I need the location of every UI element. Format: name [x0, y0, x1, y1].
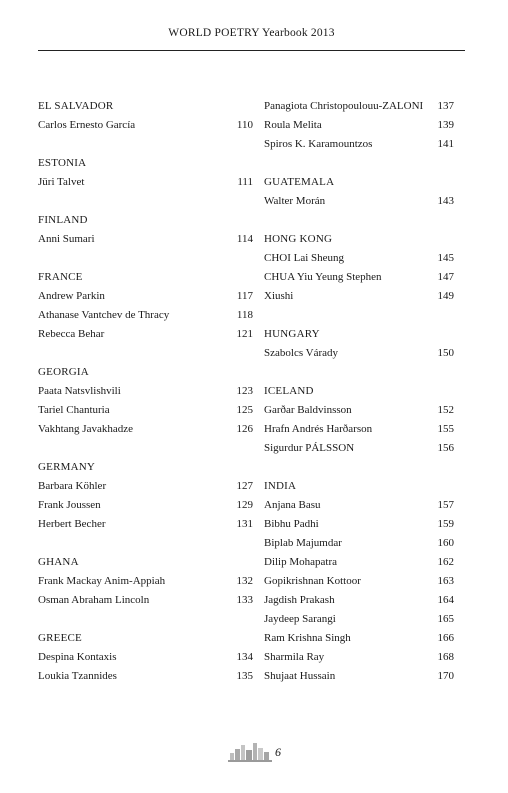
page-ref: 126: [236, 423, 253, 435]
poet-name: Loukia Tzannides: [38, 670, 117, 682]
poet-name: Spiros K. Karamountzos: [264, 138, 373, 150]
page-footer: [0, 738, 508, 768]
spacer: [38, 439, 253, 458]
page-ref: 131: [236, 518, 253, 530]
poet-name: Biplab Majumdar: [264, 537, 342, 549]
page-ref: 110: [236, 119, 253, 131]
country-name: GUATEMALA: [264, 176, 335, 188]
toc-entry: [38, 173, 253, 192]
country-name: ESTONIA: [38, 157, 87, 169]
toc-entry: [264, 420, 454, 439]
toc-entry: [38, 287, 253, 306]
poet-name: Ram Krishna Singh: [264, 632, 351, 644]
page-ref: 165: [437, 613, 454, 625]
country-name: FRANCE: [38, 271, 83, 283]
toc-entry: [38, 477, 253, 496]
toc-entry: [38, 325, 253, 344]
spacer: [38, 534, 253, 553]
poet-name: Garðar Baldvinsson: [264, 404, 352, 416]
poet-name: Xiushi: [264, 290, 294, 302]
spacer: [264, 306, 454, 325]
page-ref: 162: [437, 556, 454, 568]
toc-entry: [264, 287, 454, 306]
city-skyline-icon: [228, 741, 272, 763]
poet-name: Anjana Basu: [264, 499, 321, 511]
spacer: [38, 249, 253, 268]
page-ref: 132: [236, 575, 253, 587]
poet-name: Szabolcs Várady: [264, 347, 339, 359]
spacer: [38, 135, 253, 154]
spacer: [264, 211, 454, 230]
toc-entry: [38, 401, 253, 420]
page-ref: 145: [437, 252, 454, 264]
poet-name: Vakhtang Javakhadze: [38, 423, 133, 435]
poet-name: Despina Kontaxis: [38, 651, 117, 663]
spacer: [38, 610, 253, 629]
toc-entry: [264, 610, 454, 629]
country-heading: [264, 230, 454, 249]
country-name: GERMANY: [38, 461, 96, 473]
toc-entry: [264, 116, 454, 135]
spacer: [264, 363, 454, 382]
poet-name: Carlos Ernesto García: [38, 119, 136, 131]
poet-name: Rebecca Behar: [38, 328, 105, 340]
toc-entry: [38, 116, 253, 135]
poet-name: Anni Sumari: [38, 233, 95, 245]
country-name: HONG KONG: [264, 233, 333, 245]
toc-column-left: [38, 97, 253, 686]
poet-name: Jüri Talvet: [38, 176, 85, 188]
spacer: [264, 458, 454, 477]
country-name: INDIA: [264, 480, 297, 492]
page-ref: 168: [437, 651, 454, 663]
toc-entry: [38, 496, 253, 515]
poet-name: CHUA Yiu Yeung Stephen: [264, 271, 382, 283]
toc-entry: [38, 572, 253, 591]
country-heading: [264, 325, 454, 344]
country-name: GEORGIA: [38, 366, 89, 378]
country-heading: [264, 477, 454, 496]
page-ref: 139: [437, 119, 454, 131]
toc-entry: [38, 667, 253, 686]
poet-name: Athanase Vantchev de Thracy: [38, 309, 170, 321]
poet-name: Paata Natsvlishvili: [38, 385, 121, 397]
poet-name: Frank Joussen: [38, 499, 101, 511]
page-ref: 129: [236, 499, 253, 511]
page-ref: 152: [437, 404, 454, 416]
spacer: [38, 344, 253, 363]
toc-entry: [38, 382, 253, 401]
poet-name: Bibhu Padhi: [264, 518, 319, 530]
poet-name: Jaydeep Sarangi: [264, 613, 336, 625]
toc-entry: [264, 648, 454, 667]
page-ref: 125: [236, 404, 253, 416]
toc-entry: [264, 629, 454, 648]
header-rule: [38, 50, 465, 51]
country-name: EL SALVADOR: [38, 100, 114, 112]
country-name: ICELAND: [264, 385, 314, 397]
page-ref: 164: [437, 594, 454, 606]
poet-name: Gopikrishnan Kottoor: [264, 575, 361, 587]
country-heading: [264, 173, 454, 192]
toc-column-right: [264, 97, 454, 686]
page-ref: 157: [437, 499, 454, 511]
toc-entry: [264, 249, 454, 268]
country-name: FINLAND: [38, 214, 88, 226]
page-ref: 156: [437, 442, 454, 454]
poet-name: Osman Abraham Lincoln: [38, 594, 150, 606]
page-ref: 137: [437, 100, 454, 112]
toc-entry: [264, 496, 454, 515]
poet-name: Frank Mackay Anim-Appiah: [38, 575, 166, 587]
page-ref: 127: [236, 480, 253, 492]
toc-entry: [38, 591, 253, 610]
poet-name: Sharmila Ray: [264, 651, 325, 663]
page-ref: 160: [437, 537, 454, 549]
toc-entry: [264, 401, 454, 420]
toc-entry: [264, 515, 454, 534]
poet-name: Andrew Parkin: [38, 290, 105, 302]
page-ref: 118: [236, 309, 253, 321]
page-ref: 123: [236, 385, 253, 397]
toc-entry: [38, 230, 253, 249]
poet-name: Herbert Becher: [38, 518, 106, 530]
spacer: [38, 192, 253, 211]
poet-name: Barbara Köhler: [38, 480, 107, 492]
poet-name: Jagdish Prakash: [264, 594, 335, 606]
poet-name: Dilip Mohapatra: [264, 556, 338, 568]
poet-name: Tariel Chanturia: [38, 404, 110, 416]
toc-entry: [264, 534, 454, 553]
toc-entry: [264, 439, 454, 458]
country-name: HUNGARY: [264, 328, 320, 340]
toc-entry: [38, 515, 253, 534]
toc-entry: [264, 572, 454, 591]
country-name: GHANA: [38, 556, 79, 568]
page-ref: 159: [437, 518, 454, 530]
country-heading: [264, 382, 454, 401]
poet-name: Shujaat Hussain: [264, 670, 336, 682]
page-ref: 149: [437, 290, 454, 302]
toc-entry: [264, 667, 454, 686]
page-number: 6: [275, 745, 281, 759]
toc-entry: [38, 648, 253, 667]
page-ref: 114: [236, 233, 253, 245]
page-ref: 163: [437, 575, 454, 587]
country-heading: [38, 154, 253, 173]
toc-entry: [264, 97, 454, 116]
poet-name: CHOI Lai Sheung: [264, 252, 345, 264]
page-ref: 147: [437, 271, 454, 283]
poet-name: Sigurdur PÁLSSON: [264, 442, 355, 454]
page-ref: 121: [236, 328, 253, 340]
country-name: GREECE: [38, 632, 82, 644]
toc-entry: [264, 591, 454, 610]
country-heading: [38, 458, 253, 477]
country-heading: [38, 553, 253, 572]
poet-name: Roula Melita: [264, 119, 322, 131]
page-ref: 135: [236, 670, 253, 682]
poet-name: Panagiota Christopoulouu-ZALONI: [264, 100, 424, 112]
page-ref: 166: [437, 632, 454, 644]
country-heading: [38, 97, 253, 116]
spacer: [264, 154, 454, 173]
poet-name: Walter Morán: [264, 195, 326, 207]
page-ref: 133: [236, 594, 253, 606]
toc-entry: [264, 344, 454, 363]
country-heading: [38, 629, 253, 648]
poet-name: Hrafn Andrés Harðarson: [264, 423, 373, 435]
page-ref: 155: [437, 423, 454, 435]
page-ref: 170: [437, 670, 454, 682]
toc-entry: [264, 192, 454, 211]
page-ref: 117: [236, 290, 253, 302]
page-ref: 134: [236, 651, 253, 663]
toc-entry: [264, 553, 454, 572]
country-heading: [38, 211, 253, 230]
page-ref: 141: [437, 138, 454, 150]
page-ref: 150: [437, 347, 454, 359]
page-ref: 111: [237, 176, 253, 188]
toc-entry: [38, 420, 253, 439]
page-ref: 143: [437, 195, 454, 207]
toc-entry: [264, 135, 454, 154]
country-heading: [38, 268, 253, 287]
toc-entry: [264, 268, 454, 287]
country-heading: [38, 363, 253, 382]
toc-entry: [38, 306, 253, 325]
running-header: WORLD POETRY Yearbook 2013: [168, 27, 335, 39]
